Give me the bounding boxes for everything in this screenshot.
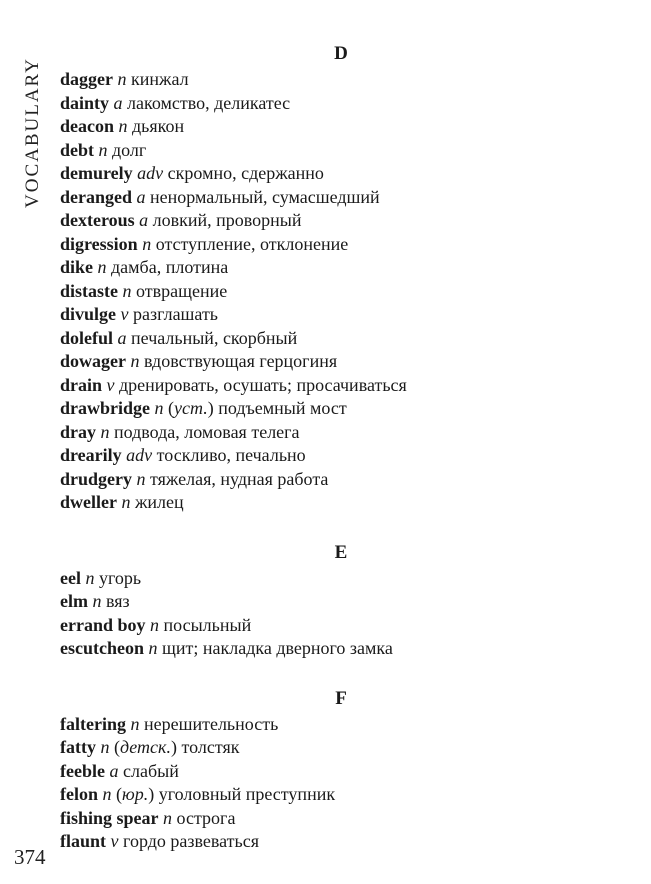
entry-part-of-speech: n — [98, 139, 108, 160]
entry-word: divulge — [60, 304, 117, 324]
entry-translation: дамба, плотина — [111, 257, 229, 277]
entry-translation: слабый — [122, 760, 179, 781]
entry-part-of-speech: v — [110, 831, 119, 851]
entry-word: escutcheon — [60, 638, 144, 658]
vocabulary-entry — [60, 280, 620, 304]
entry-translation: вдовствующая герцогиня — [144, 351, 338, 371]
vocabulary-entry — [60, 350, 620, 374]
entry-translation: гордо развеваться — [123, 831, 259, 851]
entry-translation: дьякон — [132, 116, 185, 136]
vocabulary-entry — [60, 590, 620, 614]
entry-part-of-speech: n — [85, 567, 95, 588]
entry-word: felon — [60, 784, 98, 804]
vocabulary-entry — [60, 186, 620, 210]
entry-part-of-speech: n — [121, 492, 131, 512]
entry-word: dweller — [60, 492, 117, 512]
entry-translation: скромно, сдержанно — [167, 163, 324, 183]
entry-translation: угорь — [98, 567, 142, 588]
entry-part-of-speech: n — [117, 69, 127, 89]
vocabulary-entry — [60, 68, 620, 92]
entry-part-of-speech: adv — [137, 163, 164, 183]
entry-translation: подъемный мост — [218, 398, 347, 418]
entry-part-of-speech: n — [100, 421, 110, 442]
vocabulary-entry — [60, 468, 620, 492]
vocabulary-entry — [60, 760, 620, 784]
entry-part-of-speech: a — [136, 186, 146, 207]
entry-translation: тяжелая, нудная работа — [150, 468, 329, 489]
entry-word: errand boy — [60, 614, 146, 635]
entry-word: dowager — [60, 351, 126, 371]
entry-translation: подвода, ломовая телега — [114, 421, 300, 442]
page-number: 374 — [14, 845, 46, 869]
vocabulary-entry — [60, 233, 620, 257]
vocabulary-entry — [60, 256, 620, 280]
entry-translation: жилец — [134, 492, 184, 512]
entry-translation: нерешительность — [143, 713, 279, 734]
entry-word: drudgery — [60, 468, 132, 489]
entry-translation: отвращение — [136, 280, 228, 301]
entry-word: eel — [60, 567, 81, 588]
entry-translation: кинжал — [131, 69, 189, 89]
entry-part-of-speech: n — [97, 257, 107, 277]
vocabulary-entry — [60, 374, 620, 398]
entry-translation: долг — [112, 139, 147, 160]
entry-part-of-speech: n — [122, 280, 132, 301]
entry-translation: острога — [176, 807, 236, 828]
entry-translation: посыльный — [163, 614, 252, 635]
vocabulary-entry: felon n (юр.) уголовный преступник — [60, 784, 336, 804]
entry-usage-note: детск. — [119, 737, 171, 757]
entry-translation: ловкий, проворный — [152, 210, 302, 230]
vocabulary-entry — [60, 807, 620, 831]
vocabulary-entry — [60, 713, 620, 737]
entry-part-of-speech: n — [136, 468, 146, 489]
entry-usage-note: юр. — [122, 784, 149, 804]
entry-part-of-speech: n — [118, 116, 128, 136]
entry-part-of-speech: a — [109, 760, 119, 781]
entry-word: distaste — [60, 280, 118, 301]
entry-part-of-speech: n — [130, 713, 140, 734]
vocabulary-entry — [60, 421, 620, 445]
vocabulary-entry — [60, 444, 620, 468]
entry-word: feeble — [60, 760, 105, 781]
entry-translation: разглашать — [133, 304, 219, 324]
vocabulary-entry — [60, 830, 620, 854]
entry-word: drawbridge — [60, 398, 150, 418]
vocabulary-entry — [60, 139, 620, 163]
entry-part-of-speech: a — [117, 327, 127, 348]
vocabulary-entry: drawbridge n (уст.) подъемный мост — [60, 398, 347, 418]
entry-word: flaunt — [60, 831, 107, 851]
entry-word: demurely — [60, 163, 133, 183]
vocabulary-list — [60, 40, 620, 854]
entry-usage-note: уст. — [174, 398, 208, 418]
entry-translation: отступление, отклонение — [155, 233, 349, 254]
entry-translation: лакомство, деликатес — [127, 92, 291, 113]
entry-word: drain — [60, 374, 103, 395]
entry-word: fishing spear — [60, 807, 159, 828]
entry-translation: щит; накладка дверного замка — [162, 638, 393, 658]
section-heading: F — [335, 687, 347, 709]
entry-word: faltering — [60, 713, 126, 734]
entry-word: deranged — [60, 186, 132, 207]
vocabulary-entry — [60, 209, 620, 233]
vocabulary-entry — [60, 491, 620, 515]
running-head: VOCABULARY — [22, 57, 43, 208]
entry-part-of-speech: n — [148, 638, 158, 658]
entry-part-of-speech: v — [120, 304, 129, 324]
entry-word: dagger — [60, 69, 113, 89]
vocabulary-entry — [60, 567, 620, 591]
entry-translation: ненормальный, сумасшедший — [150, 186, 380, 207]
entry-part-of-speech: a — [113, 92, 123, 113]
section-heading: E — [334, 541, 348, 563]
entry-part-of-speech: n — [92, 591, 102, 611]
entry-translation: вяз — [105, 591, 130, 611]
entry-translation: дренировать, осушать; просачиваться — [119, 374, 407, 395]
entry-word: dainty — [60, 92, 110, 113]
entry-word: elm — [60, 591, 88, 611]
entry-part-of-speech: n — [100, 737, 110, 757]
vocabulary-entry — [60, 614, 620, 638]
entry-part-of-speech: a — [139, 210, 149, 230]
vocabulary-entry: fatty n (детск.) толстяк — [60, 737, 240, 757]
entry-part-of-speech: n — [130, 351, 140, 371]
section-gap — [60, 515, 620, 539]
vocabulary-entry — [60, 115, 620, 139]
entry-word: debt — [60, 139, 95, 160]
entry-translation: тоскливо, печально — [156, 445, 306, 465]
entry-translation: толстяк — [181, 737, 240, 757]
entry-word: dray — [60, 421, 96, 442]
section-heading: D — [334, 43, 348, 64]
entry-part-of-speech: n — [150, 614, 159, 635]
entry-word: deacon — [60, 116, 114, 136]
entry-word: dexterous — [60, 210, 135, 230]
entry-word: fatty — [60, 737, 96, 757]
entry-part-of-speech: n — [142, 233, 152, 254]
entry-part-of-speech: adv — [126, 445, 153, 465]
entry-word: drearily — [60, 445, 122, 465]
entry-word: dike — [60, 257, 94, 277]
vocabulary-entry — [60, 637, 620, 661]
vocabulary-entry — [60, 162, 620, 186]
entry-word: digression — [60, 233, 138, 254]
entry-part-of-speech: n — [154, 398, 164, 418]
entry-word: doleful — [60, 327, 114, 348]
entry-part-of-speech: n — [102, 784, 112, 804]
vocabulary-entry — [60, 303, 620, 327]
entry-part-of-speech: n — [163, 807, 173, 828]
entry-part-of-speech: v — [106, 374, 115, 395]
vocabulary-entry — [60, 92, 620, 116]
vocabulary-entry — [60, 327, 620, 351]
entry-translation: уголовный преступник — [158, 784, 336, 804]
section-gap — [60, 661, 620, 685]
entry-translation: печальный, скорбный — [131, 327, 298, 348]
